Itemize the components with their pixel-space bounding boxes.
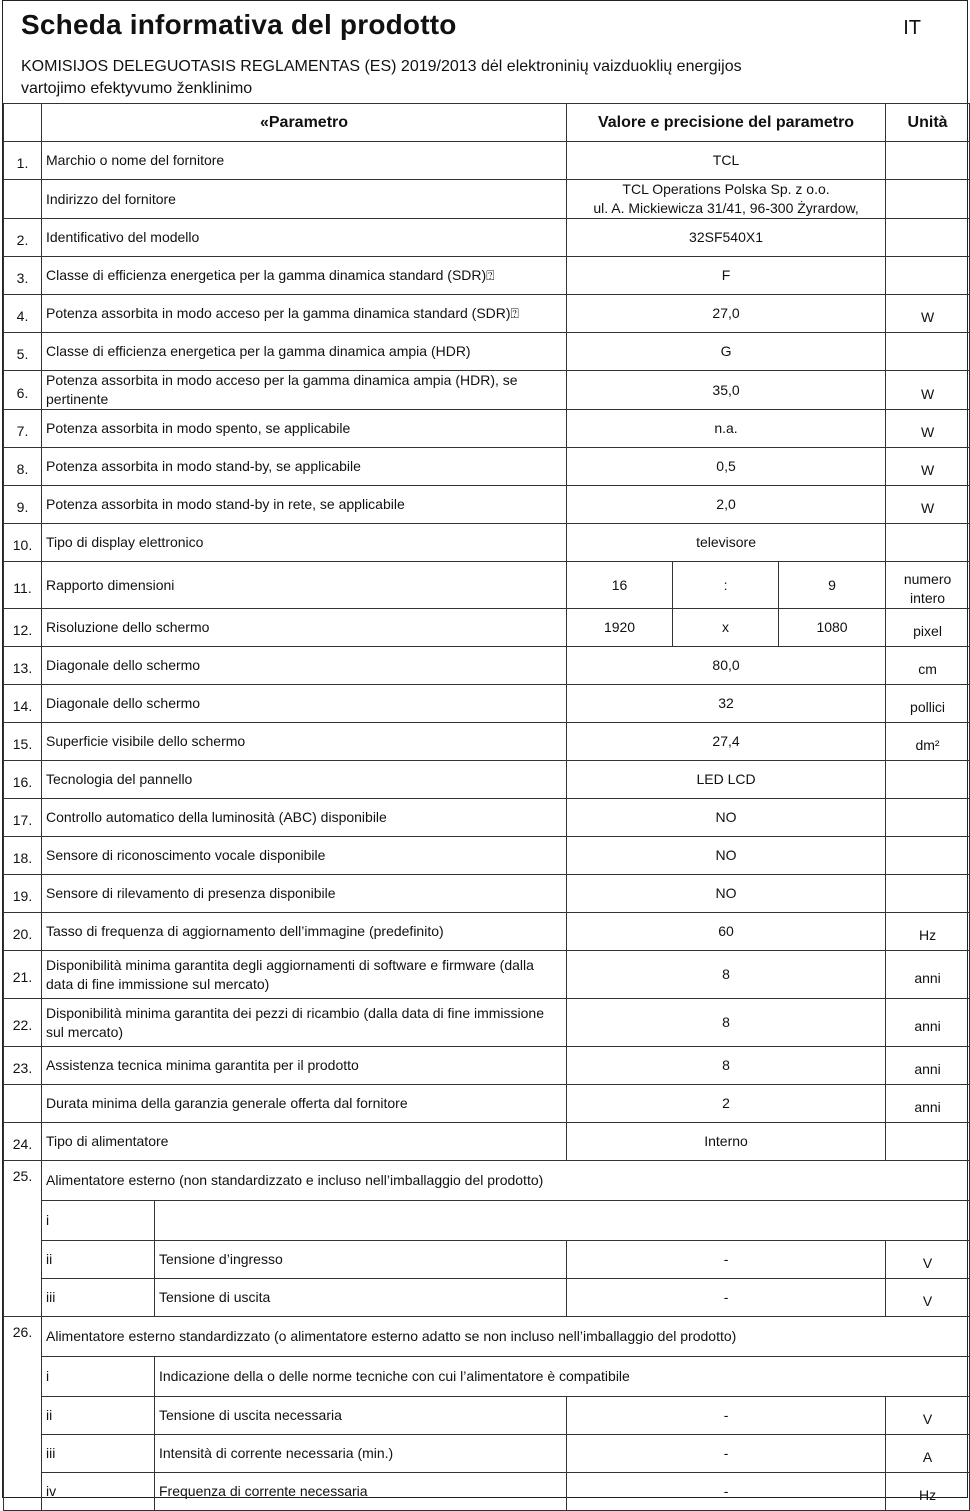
sub-value: -: [567, 1397, 886, 1435]
row-number: 18.: [4, 837, 42, 875]
table-row: [4, 257, 970, 295]
row-unit: [886, 333, 970, 371]
row-value: 2,0: [567, 486, 886, 524]
row-label: Tasso di frequenza di aggiornamento dell’immagine (predefinito): [42, 913, 567, 951]
row-value: 8: [567, 999, 886, 1047]
table-row: [4, 951, 970, 999]
row-label: Indirizzo del fornitore: [42, 180, 567, 219]
row-value: 0,5: [567, 448, 886, 486]
sub-index: ii: [42, 1397, 155, 1435]
row-number: 23.: [4, 1047, 42, 1085]
table-row: [4, 524, 970, 562]
row-number: 17.: [4, 799, 42, 837]
row-value: LED LCD: [567, 761, 886, 799]
row-number: [4, 180, 42, 219]
sub-row: [4, 1279, 970, 1317]
table-row: [4, 371, 970, 410]
row-label: Potenza assorbita in modo acceso per la gamma dinamica ampia (HDR), se pertinente: [42, 371, 567, 410]
row-number: 6.: [4, 371, 42, 410]
row-label: Tipo di alimentatore: [42, 1123, 567, 1161]
sub-label: Indicazione della o delle norme tecniche con cui l’alimentatore è compatibile: [155, 1357, 970, 1397]
row-label: Diagonale dello schermo: [42, 685, 567, 723]
document-title: Scheda informativa del prodotto: [21, 9, 457, 40]
column-header-parameter: «Parametro: [42, 104, 567, 142]
row-unit: [886, 799, 970, 837]
row-unit: numero intero: [886, 562, 970, 609]
section-title: Alimentatore esterno standardizzato (o alimentatore esterno adatto se non incluso nell’imballaggio del prodotto): [42, 1317, 970, 1357]
table-row: [4, 333, 970, 371]
row-label: Classe di efficienza energetica per la gamma dinamica ampia (HDR): [42, 333, 567, 371]
row-number: 13.: [4, 647, 42, 685]
row-value: 35,0: [567, 371, 886, 410]
row-number: 24.: [4, 1123, 42, 1161]
section-title: Alimentatore esterno (non standardizzato e incluso nell’imballaggio del prodotto): [42, 1161, 970, 1201]
row-value-a: 1920: [567, 609, 673, 647]
row-label: Diagonale dello schermo: [42, 647, 567, 685]
table-row: [4, 837, 970, 875]
sub-label: Frequenza di corrente necessaria: [155, 1473, 567, 1511]
row-label: Potenza assorbita in modo stand-by, se applicabile: [42, 448, 567, 486]
sub-row: [4, 1241, 970, 1279]
row-value: NO: [567, 837, 886, 875]
row-unit: dm²: [886, 723, 970, 761]
table-header-row: [4, 104, 970, 142]
row-label: Potenza assorbita in modo acceso per la gamma dinamica standard (SDR)⍰: [42, 295, 567, 333]
table-row: [4, 448, 970, 486]
row-value-b: 9: [779, 562, 886, 609]
section-title-row: [4, 1161, 970, 1201]
table-row: [4, 562, 970, 609]
row-value: 27,0: [567, 295, 886, 333]
row-number: 21.: [4, 951, 42, 999]
row-number: 8.: [4, 448, 42, 486]
table-row: [4, 799, 970, 837]
sub-value: -: [567, 1241, 886, 1279]
sub-value: -: [567, 1279, 886, 1317]
sub-value: -: [567, 1435, 886, 1473]
row-label: Durata minima della garanzia generale offerta dal fornitore: [42, 1085, 567, 1123]
row-unit: [886, 219, 970, 257]
row-value-b: 1080: [779, 609, 886, 647]
row-unit: [886, 761, 970, 799]
row-value: NO: [567, 799, 886, 837]
header-num-cell: [4, 104, 42, 142]
sub-row: [4, 1397, 970, 1435]
sub-label: Tensione di uscita: [155, 1279, 567, 1317]
row-number: 14.: [4, 685, 42, 723]
row-value: TCL: [567, 142, 886, 180]
row-number: 12.: [4, 609, 42, 647]
sub-unit: V: [886, 1241, 970, 1279]
row-unit: [886, 875, 970, 913]
table-row: [4, 486, 970, 524]
row-number: 1.: [4, 142, 42, 180]
row-value: G: [567, 333, 886, 371]
row-label: Sensore di riconoscimento vocale disponibile: [42, 837, 567, 875]
section-number: 25.: [4, 1161, 42, 1317]
sub-row: [4, 1435, 970, 1473]
row-label: Controllo automatico della luminosità (ABC) disponibile: [42, 799, 567, 837]
table-row: [4, 723, 970, 761]
parameter-table: [3, 103, 970, 1511]
row-unit: [886, 837, 970, 875]
sub-label: Intensità di corrente necessaria (min.): [155, 1435, 567, 1473]
sub-label: Tensione di uscita necessaria: [155, 1397, 567, 1435]
row-unit: W: [886, 486, 970, 524]
row-number: [4, 1085, 42, 1123]
sub-index: iv: [42, 1473, 155, 1511]
row-value: n.a.: [567, 410, 886, 448]
row-unit: [886, 1123, 970, 1161]
sub-value: -: [567, 1473, 886, 1511]
row-unit: W: [886, 410, 970, 448]
row-number: 16.: [4, 761, 42, 799]
row-number: 9.: [4, 486, 42, 524]
column-header-unit: Unità: [886, 104, 970, 142]
sub-index: iii: [42, 1435, 155, 1473]
row-value: 32: [567, 685, 886, 723]
row-label: Classe di efficienza energetica per la gamma dinamica standard (SDR)⍰: [42, 257, 567, 295]
row-number: 19.: [4, 875, 42, 913]
row-value: 80,0: [567, 647, 886, 685]
row-number: 2.: [4, 219, 42, 257]
row-value: 2: [567, 1085, 886, 1123]
row-value: 8: [567, 1047, 886, 1085]
row-label: Marchio o nome del fornitore: [42, 142, 567, 180]
row-label: Potenza assorbita in modo spento, se applicabile: [42, 410, 567, 448]
row-value: televisore: [567, 524, 886, 562]
row-label: Disponibilità minima garantita degli aggiornamenti di software e firmware (dalla data di fine immissione sul mercato): [42, 951, 567, 999]
row-label: Potenza assorbita in modo stand-by in rete, se applicabile: [42, 486, 567, 524]
table-row: [4, 180, 970, 219]
row-unit: pixel: [886, 609, 970, 647]
table-row: [4, 761, 970, 799]
row-unit: [886, 180, 970, 219]
row-value-separator: :: [673, 562, 779, 609]
sub-row: [4, 1473, 970, 1511]
language-code: IT: [903, 17, 921, 39]
row-unit: anni: [886, 1085, 970, 1123]
row-unit: W: [886, 448, 970, 486]
row-unit: [886, 142, 970, 180]
row-number: 3.: [4, 257, 42, 295]
row-value: NO: [567, 875, 886, 913]
table-row: [4, 875, 970, 913]
row-label: Identificativo del modello: [42, 219, 567, 257]
row-unit: cm: [886, 647, 970, 685]
row-unit: anni: [886, 1047, 970, 1085]
row-value-separator: x: [673, 609, 779, 647]
table-row: [4, 410, 970, 448]
row-number: 7.: [4, 410, 42, 448]
row-value: 32SF540X1: [567, 219, 886, 257]
row-value: Interno: [567, 1123, 886, 1161]
row-unit: W: [886, 371, 970, 410]
sub-unit: A: [886, 1435, 970, 1473]
row-value-a: 16: [567, 562, 673, 609]
sub-row: [4, 1201, 970, 1241]
row-label: Superficie visibile dello schermo: [42, 723, 567, 761]
row-unit: W: [886, 295, 970, 333]
table-row: [4, 1047, 970, 1085]
sub-index: i: [42, 1201, 155, 1241]
row-label: Risoluzione dello schermo: [42, 609, 567, 647]
row-label: Sensore di rilevamento di presenza disponibile: [42, 875, 567, 913]
row-number: 5.: [4, 333, 42, 371]
row-label: Tipo di display elettronico: [42, 524, 567, 562]
regulation-reference: KOMISIJOS DELEGUOTASIS REGLAMENTAS (ES) 2019/2013 dėl elektroninių vaizduoklių energijos vartojimo efektyvumo ženklinimo: [21, 58, 742, 97]
row-value: 60: [567, 913, 886, 951]
row-unit: [886, 524, 970, 562]
table-row: [4, 219, 970, 257]
row-number: 11.: [4, 562, 42, 609]
table-row: [4, 685, 970, 723]
table-row: [4, 1085, 970, 1123]
row-label: Rapporto dimensioni: [42, 562, 567, 609]
table-row: [4, 142, 970, 180]
row-value: TCL Operations Polska Sp. z o.o. ul. A. Mickiewicza 31/41, 96-300 Żyrardow,: [567, 180, 886, 219]
row-number: 4.: [4, 295, 42, 333]
row-unit: anni: [886, 999, 970, 1047]
sub-unit: Hz: [886, 1473, 970, 1511]
product-information-sheet: [2, 0, 968, 1503]
row-label: Assistenza tecnica minima garantita per il prodotto: [42, 1047, 567, 1085]
sub-unit: V: [886, 1397, 970, 1435]
row-number: 15.: [4, 723, 42, 761]
row-label: Disponibilità minima garantita dei pezzi di ricambio (dalla data di fine immissione sul mercato): [42, 999, 567, 1047]
table-body: [4, 104, 970, 1511]
row-value: 27,4: [567, 723, 886, 761]
table-row: [4, 1123, 970, 1161]
row-unit: Hz: [886, 913, 970, 951]
row-number: 22.: [4, 999, 42, 1047]
sub-unit: V: [886, 1279, 970, 1317]
sub-index: iii: [42, 1279, 155, 1317]
row-value: 8: [567, 951, 886, 999]
sub-row: [4, 1357, 970, 1397]
row-label: Tecnologia del pannello: [42, 761, 567, 799]
row-unit: [886, 257, 970, 295]
section-title-row: [4, 1317, 970, 1357]
row-unit: anni: [886, 951, 970, 999]
table-row: [4, 999, 970, 1047]
sub-label: [155, 1201, 970, 1241]
column-header-value: Valore e precisione del parametro: [567, 104, 886, 142]
table-row: [4, 609, 970, 647]
row-unit: pollici: [886, 685, 970, 723]
sub-label: Tensione d’ingresso: [155, 1241, 567, 1279]
sub-index: ii: [42, 1241, 155, 1279]
row-number: 20.: [4, 913, 42, 951]
section-number: 26.: [4, 1317, 42, 1511]
row-number: 10.: [4, 524, 42, 562]
table-row: [4, 647, 970, 685]
table-row: [4, 295, 970, 333]
row-value: F: [567, 257, 886, 295]
table-row: [4, 913, 970, 951]
sub-index: i: [42, 1357, 155, 1397]
